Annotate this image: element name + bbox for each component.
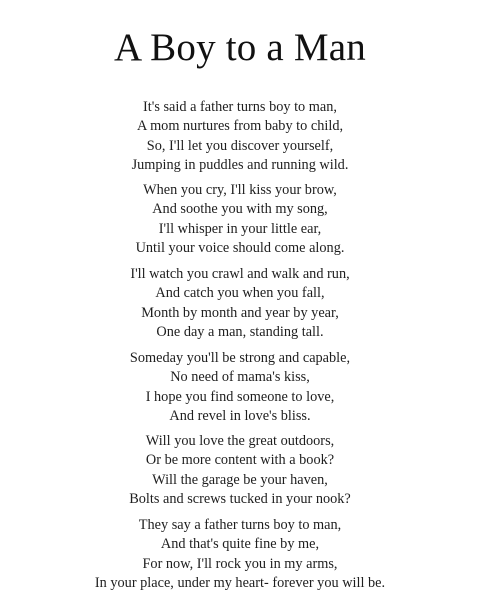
- poem-line: Will you love the great outdoors,: [145, 433, 335, 449]
- stanza-4: [0, 349, 480, 427]
- stanza-2: [0, 181, 480, 259]
- poem-line: One day a man, standing tall.: [156, 324, 324, 341]
- stanza-3: [0, 265, 480, 343]
- poem-line: When you cry, I'll kiss your brow,: [143, 182, 337, 198]
- poem-line: In your place, under my heart- forever you will be.: [94, 575, 386, 592]
- poem-line: Jumping in puddles and running wild.: [131, 157, 349, 174]
- stanza-6: [0, 516, 480, 594]
- poem-line: Or be more content with a book?: [145, 452, 335, 469]
- poem-line: A mom nurtures from baby to child,: [136, 118, 344, 135]
- poem-line: I'll whisper in your little ear,: [158, 220, 322, 237]
- poem-line: And catch you when you fall,: [155, 285, 325, 302]
- stanza-5: [0, 432, 480, 510]
- poem-line: And that's quite fine by me,: [160, 536, 320, 553]
- poem-line: Will the garage be your haven,: [152, 471, 328, 488]
- poem-line: I'll watch you crawl and walk and run,: [130, 266, 350, 282]
- poem-line: Until your voice should come along.: [135, 240, 345, 257]
- poem-line: And revel in love's bliss.: [169, 408, 311, 425]
- poem-title: A Boy to a Man: [114, 26, 366, 69]
- poem-line: Bolts and screws tucked in your nook?: [129, 491, 351, 508]
- poem-line: I hope you find someone to love,: [145, 388, 335, 405]
- poem-line: It's said a father turns boy to man,: [143, 99, 337, 115]
- poem-line: And soothe you with my song,: [152, 201, 328, 218]
- poem-line: So, I'll let you discover yourself,: [146, 137, 334, 154]
- poem-line: Month by month and year by year,: [141, 304, 339, 321]
- poem-line: No need of mama's kiss,: [170, 369, 310, 386]
- stanza-1: [0, 98, 480, 176]
- poem-line: For now, I'll rock you in my arms,: [142, 555, 338, 572]
- poem-line: Someday you'll be strong and capable,: [129, 350, 351, 366]
- poem-line: They say a father turns boy to man,: [138, 517, 342, 533]
